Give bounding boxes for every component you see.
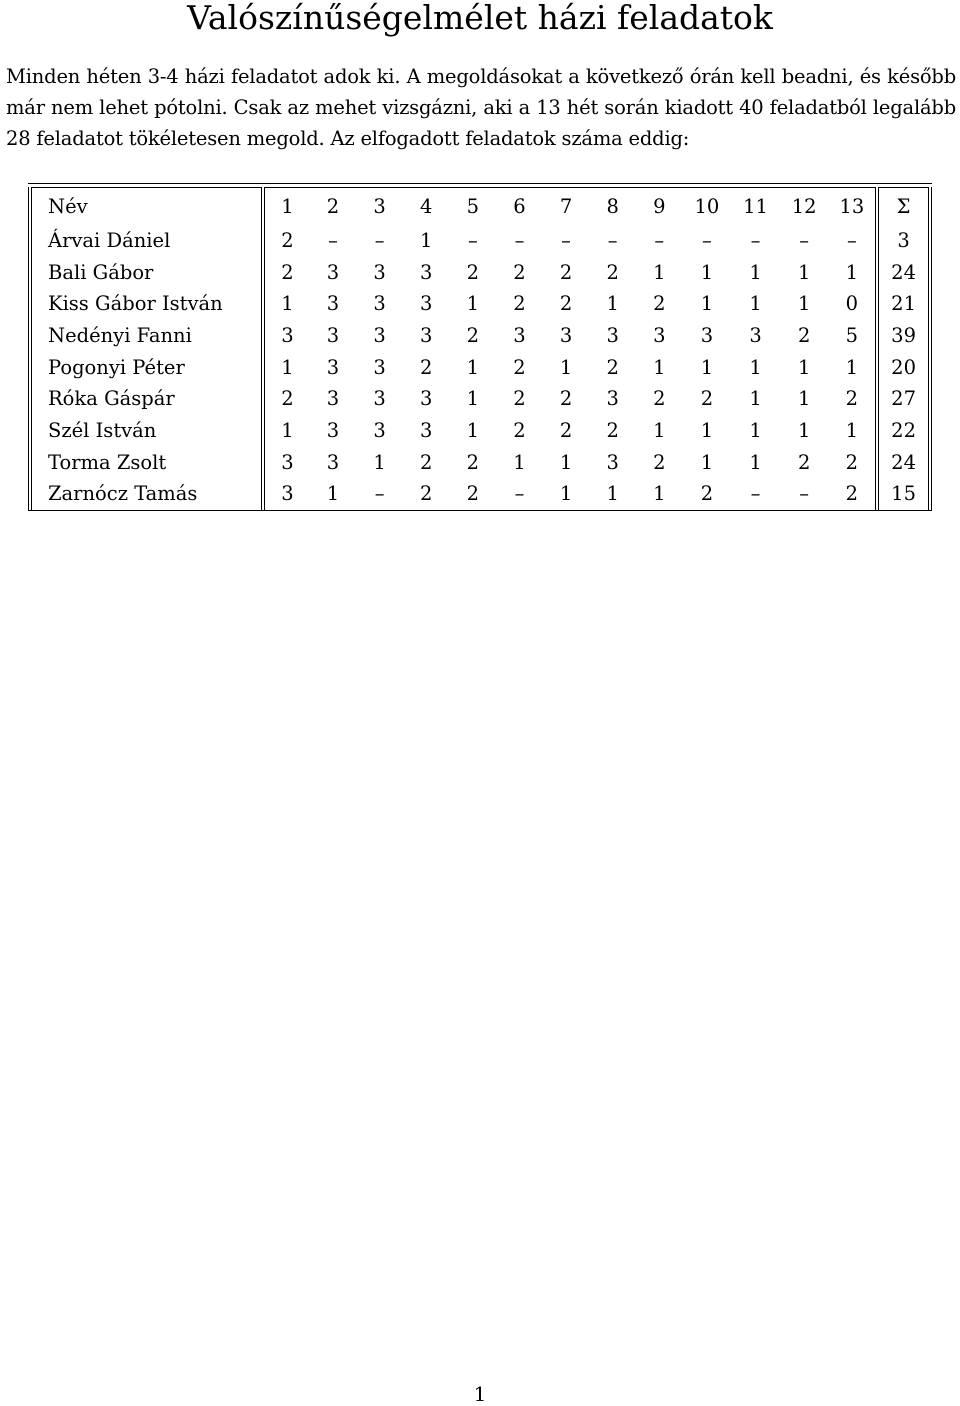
header-week-2: 2	[326, 194, 340, 218]
score-cell: 1	[700, 418, 714, 442]
score-cell: 3	[281, 323, 294, 347]
header-week-1: 1	[281, 194, 294, 218]
score-cell: 2	[281, 387, 294, 411]
score-cell: 1	[466, 292, 480, 316]
score-cell: 2	[653, 450, 666, 474]
score-cell: 3	[326, 418, 340, 442]
score-cell: 3	[420, 260, 433, 284]
score-cell: 2	[700, 482, 714, 506]
score-cell: 2	[559, 292, 573, 316]
score-cell: 2	[420, 450, 433, 474]
score-cell: 3	[420, 418, 433, 442]
score-cell: 3	[326, 260, 340, 284]
score-cell: 1	[281, 418, 294, 442]
table-header-row	[30, 188, 930, 226]
header-sum: Σ	[877, 188, 930, 226]
score-cell: 3	[281, 450, 294, 474]
score-cell: –	[467, 228, 478, 252]
score-cell: 3	[653, 323, 666, 347]
total-cell: 39	[877, 320, 930, 352]
table-body	[30, 225, 930, 511]
score-cell: 1	[326, 482, 340, 506]
score-cell: 3	[373, 387, 386, 411]
total-cell: 24	[877, 257, 930, 289]
score-cell: 3	[373, 355, 386, 379]
score-cell: 2	[653, 292, 666, 316]
intro-paragraph: Minden héten 3-4 házi feladatot adok ki. A megoldásokat a következő órán kell beadni, és később már nem lehet pótolni. Csak az mehet vizsgázni, aki a 13 hét során kiadott 40 feladatból legalább 28 feladatot tökéletesen megold. Az elfogadott feladatok száma eddig:	[6, 65, 956, 150]
score-cell: 1	[466, 355, 480, 379]
score-cell: –	[607, 228, 618, 252]
total-cell: 27	[877, 383, 930, 415]
score-cell: –	[561, 228, 571, 252]
score-cell: –	[654, 228, 665, 252]
score-cell: 2	[559, 418, 573, 442]
score-cell: 1	[797, 260, 811, 284]
total-cell: 24	[877, 447, 930, 479]
score-cell: 2	[606, 418, 619, 442]
score-cell: 3	[326, 323, 340, 347]
total-cell: 3	[877, 225, 930, 257]
score-cell: 1	[653, 355, 666, 379]
score-cell: 1	[559, 450, 573, 474]
score-cell: 3	[420, 323, 433, 347]
score-cell: 1	[845, 260, 859, 284]
total-cell: 22	[877, 415, 930, 447]
header-week-4: 4	[420, 194, 433, 218]
score-cell: 1	[653, 260, 666, 284]
table-row	[30, 352, 930, 384]
total-cell: 21	[877, 288, 930, 320]
score-cell: –	[514, 482, 525, 506]
score-cell: 3	[373, 418, 386, 442]
score-cell: 1	[797, 292, 811, 316]
score-cell: 2	[513, 418, 526, 442]
table-row	[30, 288, 930, 320]
score-cell: 2	[700, 387, 714, 411]
score-cell: 1	[749, 355, 762, 379]
student-name: Szél István	[30, 415, 263, 447]
score-cell: 1	[797, 387, 811, 411]
table-row	[30, 225, 930, 257]
score-cell: 1	[559, 355, 573, 379]
student-name: Nedényi Fanni	[30, 320, 263, 352]
score-cell: 1	[513, 450, 526, 474]
header-name: Név	[30, 188, 263, 226]
score-cell: 2	[281, 228, 294, 252]
score-cell: 3	[559, 323, 573, 347]
score-cell: 1	[559, 482, 573, 506]
score-cell: 1	[845, 355, 859, 379]
score-cell: 1	[466, 418, 480, 442]
page-number: 1	[473, 1382, 487, 1406]
table-row	[30, 320, 930, 352]
score-cell: 3	[326, 292, 340, 316]
score-cell: 1	[373, 450, 386, 474]
score-cell: 3	[606, 323, 619, 347]
score-cell: –	[846, 228, 857, 252]
score-cell: 1	[281, 292, 294, 316]
total-cell: 15	[877, 479, 930, 511]
header-week-8: 8	[606, 194, 619, 218]
header-week-9: 9	[653, 194, 666, 218]
score-cell: 1	[749, 418, 762, 442]
score-cell: –	[514, 228, 525, 252]
score-cell: 1	[700, 292, 714, 316]
table-row	[30, 447, 930, 479]
header-week-13: 13	[839, 194, 865, 218]
student-name: Bali Gábor	[30, 257, 263, 289]
score-cell: 1	[749, 260, 762, 284]
score-cell: 3	[606, 387, 619, 411]
header-week-10: 10	[694, 194, 720, 218]
scores-table-frame	[28, 183, 932, 511]
score-cell: –	[374, 482, 385, 506]
table-row	[30, 257, 930, 289]
score-cell: –	[374, 228, 385, 252]
student-name: Zarnócz Tamás	[30, 479, 263, 511]
score-cell: 0	[845, 292, 859, 316]
score-cell: 2	[559, 260, 573, 284]
student-name: Árvai Dániel	[30, 225, 263, 257]
score-cell: 3	[326, 387, 340, 411]
score-cell: 2	[466, 260, 480, 284]
score-cell: 2	[845, 450, 859, 474]
student-name: Róka Gáspár	[30, 383, 263, 415]
score-cell: 3	[700, 323, 714, 347]
score-cell: 1	[700, 450, 714, 474]
score-cell: 3	[420, 292, 433, 316]
score-cell: 1	[700, 355, 714, 379]
student-name: Torma Zsolt	[30, 447, 263, 479]
score-cell: 3	[606, 450, 619, 474]
scores-table	[28, 187, 932, 511]
score-cell: 1	[749, 387, 762, 411]
score-cell: 3	[420, 387, 433, 411]
score-cell: 3	[326, 450, 340, 474]
score-cell: 2	[281, 260, 294, 284]
score-cell: 2	[797, 323, 811, 347]
score-cell: 1	[797, 355, 811, 379]
header-week-11: 11	[743, 194, 768, 218]
score-cell: 3	[281, 482, 294, 506]
score-cell: 1	[797, 418, 811, 442]
score-cell: 3	[513, 323, 526, 347]
header-week-3: 3	[373, 194, 386, 218]
header-week-7: 7	[559, 194, 573, 218]
score-cell: 2	[513, 260, 526, 284]
score-cell: 5	[845, 323, 859, 347]
score-cell: 2	[797, 450, 811, 474]
table-row	[30, 415, 930, 447]
score-cell: 2	[513, 355, 526, 379]
score-cell: 3	[373, 323, 386, 347]
score-cell: 1	[749, 292, 762, 316]
document-title: Valószínűségelmélet házi feladatok	[187, 0, 773, 37]
table-row	[30, 479, 930, 511]
score-cell: 2	[466, 450, 480, 474]
student-name: Kiss Gábor István	[30, 288, 263, 320]
score-cell: 2	[513, 387, 526, 411]
header-week-12: 12	[791, 194, 817, 218]
score-cell: –	[799, 228, 810, 252]
header-week-6: 6	[513, 194, 526, 218]
score-cell: 2	[845, 482, 859, 506]
score-cell: –	[328, 228, 338, 252]
score-cell: –	[750, 482, 761, 506]
score-cell: 1	[606, 482, 619, 506]
score-cell: 3	[326, 355, 340, 379]
score-cell: 2	[466, 323, 480, 347]
score-cell: 2	[466, 482, 480, 506]
score-cell: 3	[373, 260, 386, 284]
score-cell: 1	[606, 292, 619, 316]
score-cell: 2	[513, 292, 526, 316]
score-cell: 2	[653, 387, 666, 411]
total-cell: 20	[877, 352, 930, 384]
score-cell: 1	[845, 418, 859, 442]
score-cell: –	[702, 228, 712, 252]
score-cell: 1	[749, 450, 762, 474]
score-cell: 2	[606, 260, 619, 284]
score-cell: 1	[420, 228, 433, 252]
score-cell: 1	[281, 355, 294, 379]
header-week-5: 5	[466, 194, 480, 218]
student-name: Pogonyi Péter	[30, 352, 263, 384]
score-cell: 2	[606, 355, 619, 379]
score-cell: 1	[700, 260, 714, 284]
score-cell: –	[750, 228, 761, 252]
score-cell: 1	[653, 418, 666, 442]
score-cell: 1	[466, 387, 480, 411]
table-row	[30, 383, 930, 415]
score-cell: 1	[653, 482, 666, 506]
score-cell: 2	[559, 387, 573, 411]
score-cell: 3	[749, 323, 762, 347]
score-cell: 2	[420, 482, 433, 506]
score-cell: –	[799, 482, 810, 506]
score-cell: 3	[373, 292, 386, 316]
score-cell: 2	[420, 355, 433, 379]
score-cell: 2	[845, 387, 859, 411]
